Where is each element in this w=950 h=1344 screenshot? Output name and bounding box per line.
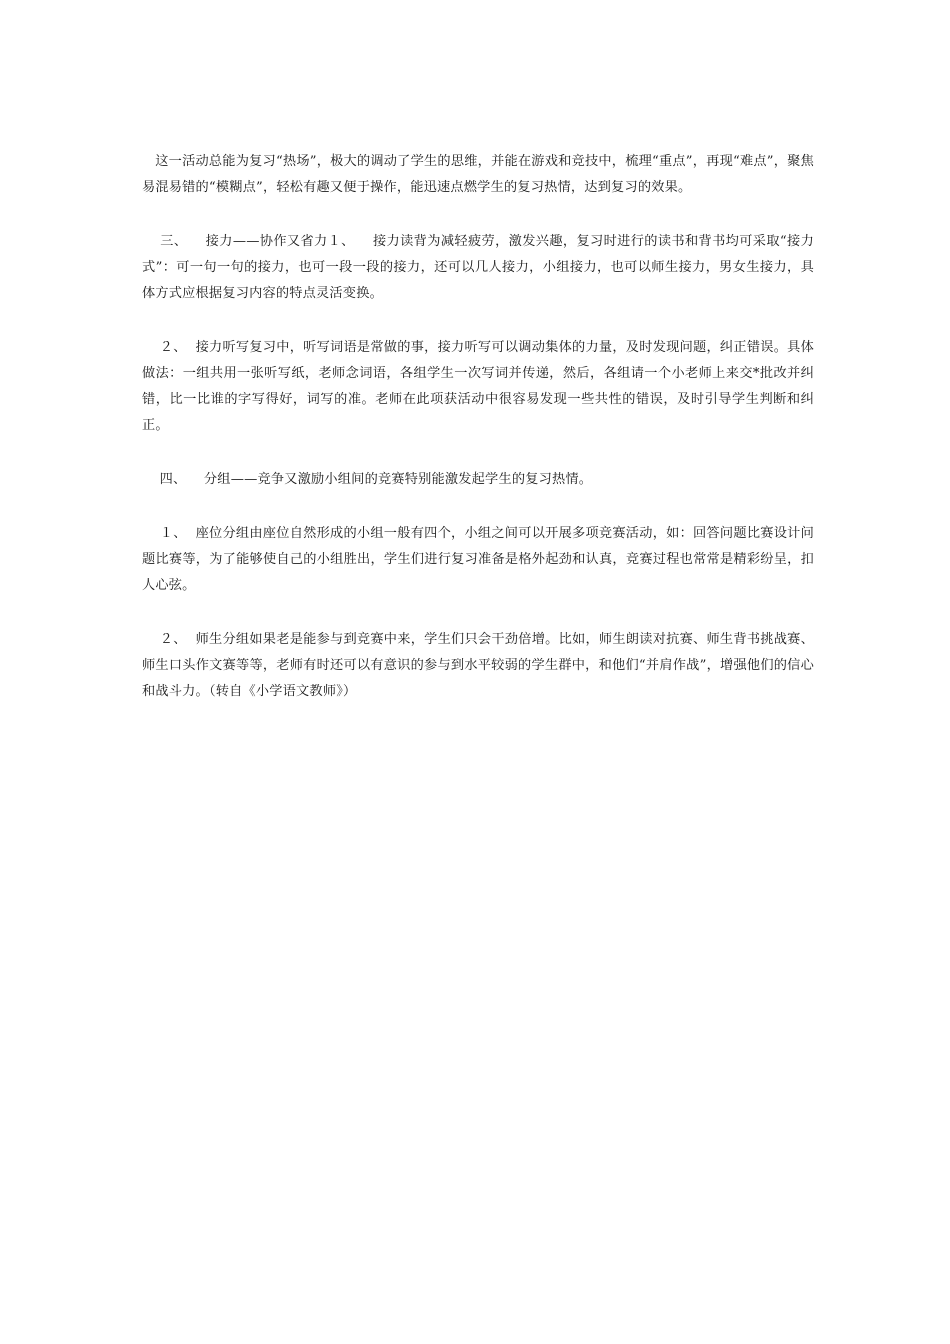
document-body [142, 149, 814, 733]
paragraph-relay-section: 三、 接力——协作又省力１、 接力读背为减轻疲劳，激发兴趣，复习时进行的读书和背书均可采取“接力式”：可一句一句的接力，也可一段一段的接力，还可以几人接力，小组接力，也可以师生接力，男女生接力，具体方式应根据复习内容的特点灵活变换。 [142, 234, 814, 301]
paragraph-warmup-effect: 这一活动总能为复习“热场”，极大的调动了学生的思维，并能在游戏和竞技中，梳理“重点”，再现“难点”，聚焦易混易错的“模糊点”，轻松有趣又便于操作，能迅速点燃学生的复习热情，达到复习的效果。 [142, 154, 814, 195]
paragraph-group-section: 四、 分组——竞争又激励小组间的竞赛特别能激发起学生的复习热情。 [142, 472, 593, 487]
paragraph-relay-dictation: ２、 接力听写复习中，听写词语是常做的事，接力听写可以调动集体的力量，及时发现问题，纠正错误。具体做法：一组共用一张听写纸，老师念词语，各组学生一次写词并传递，然后，各组请一个小老师上来交*批改并纠错，比一比谁的字写得好，词写的准。老师在此项获活动中很容易发现一些共性的错误，及时引导学生判断和纠正。 [142, 340, 814, 433]
paragraph-teacher-student-grouping: ２、 师生分组如果老是能参与到竞赛中来，学生们只会干劲倍增。比如，师生朗读对抗赛、师生背书挑战赛、师生口头作文赛等等，老师有时还可以有意识的参与到水平较弱的学生群中，和他们“并肩作战”，增强他们的信心和战斗力。（转自《小学语文教师》） [142, 632, 814, 699]
paragraph-seat-grouping: １、 座位分组由座位自然形成的小组一般有四个，小组之间可以开展多项竞赛活动，如：回答问题比赛设计问题比赛等，为了能够使自己的小组胜出，学生们进行复习准备是格外起劲和认真，竞赛过程也常常是精彩纷呈，扣人心弦。 [142, 526, 814, 593]
